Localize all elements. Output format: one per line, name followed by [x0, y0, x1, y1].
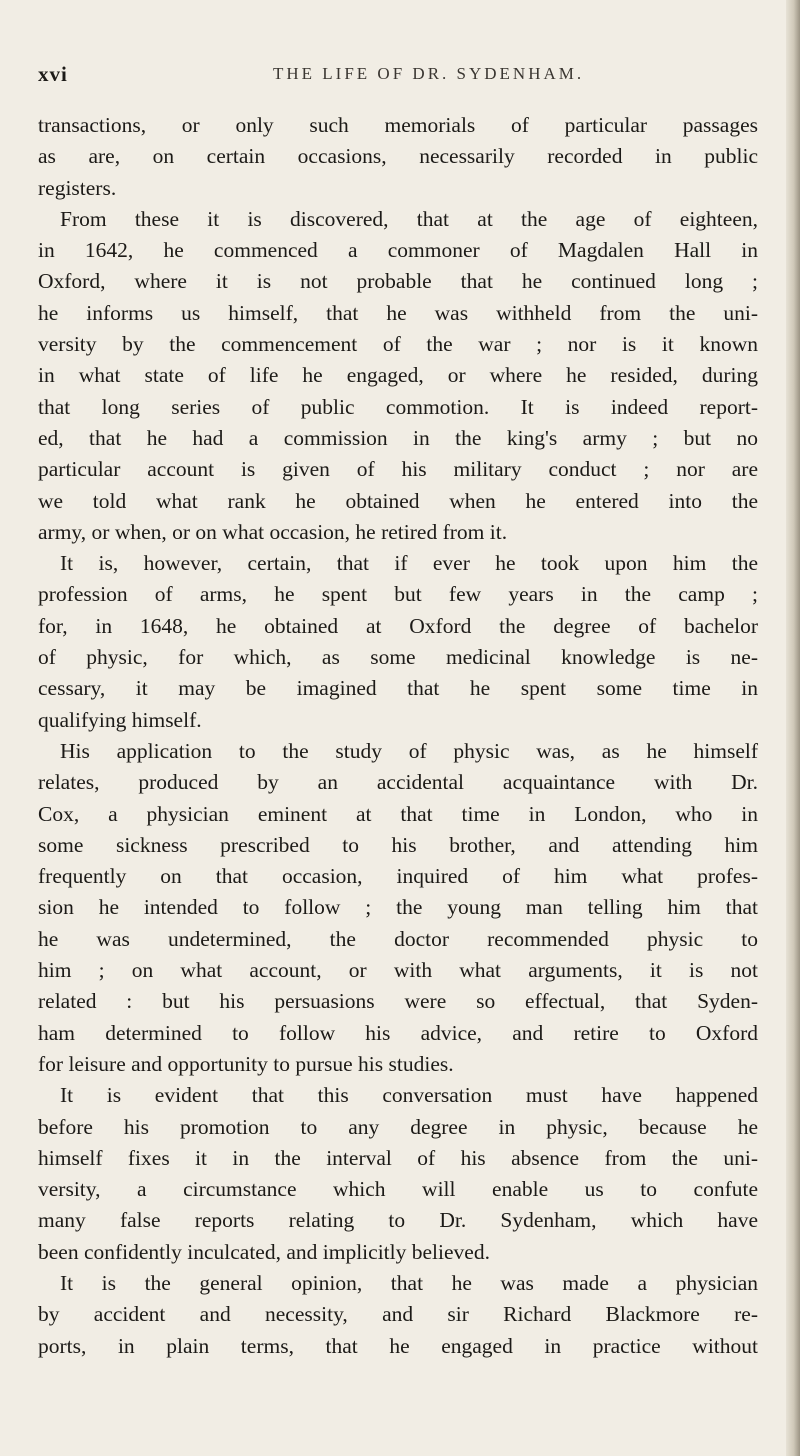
text-line: as are, on certain occasions, necessarily recorded in public	[38, 144, 758, 169]
text-line: It is the general opinion, that he was made a physician	[60, 1270, 758, 1295]
text-line: that long series of public commotion. It is indeed report-	[38, 394, 758, 419]
text-line: versity by the commencement of the war ; nor is it known	[38, 332, 758, 357]
text-line: transactions, or only such memorials of particular passages	[38, 113, 758, 137]
text-line: frequently on that occasion, inquired of him what profes-	[38, 864, 758, 889]
text-line: registers.	[38, 175, 117, 200]
running-head	[38, 62, 758, 92]
text-line: sion he intended to follow ; the young man telling him that	[38, 895, 758, 920]
text-line: for leisure and opportunity to pursue his studies.	[38, 1051, 454, 1076]
text-line: some sickness prescribed to his brother, and attending him	[38, 832, 758, 857]
text-line: ed, that he had a commission in the king's army ; but no	[38, 425, 758, 450]
text-line: particular account is given of his military conduct ; nor are	[38, 457, 758, 482]
text-line: qualifying himself.	[38, 707, 202, 732]
text-line: ports, in plain terms, that he engaged in practice without	[38, 1333, 758, 1358]
page-number: xvi	[38, 62, 68, 86]
page-edge-shadow	[786, 0, 800, 1456]
text-line: for, in 1648, he obtained at Oxford the degree of bachelor	[38, 613, 758, 638]
text-line: in 1642, he commenced a commoner of Magdalen Hall in	[38, 238, 758, 263]
text-line: related : but his persuasions were so effectual, that Syden-	[38, 989, 758, 1014]
body-text	[38, 110, 758, 1362]
text-line: ham determined to follow his advice, and retire to Oxford	[38, 1020, 758, 1045]
text-line: It is evident that this conversation must have happened	[60, 1083, 758, 1108]
text-line: cessary, it may be imagined that he spent some time in	[38, 676, 758, 701]
text-line: we told what rank he obtained when he entered into the	[38, 488, 758, 513]
text-line: army, or when, or on what occasion, he retired from it.	[38, 519, 508, 544]
text-line: himself fixes it in the interval of his absence from the uni-	[38, 1145, 758, 1170]
running-title: THE LIFE OF DR. SYDENHAM.	[273, 64, 585, 83]
text-line: by accident and necessity, and sir Richard Blackmore re-	[38, 1302, 758, 1327]
text-line: of physic, for which, as some medicinal knowledge is ne-	[38, 645, 758, 670]
text-line: relates, produced by an accidental acquaintance with Dr.	[38, 770, 758, 795]
text-line: before his promotion to any degree in physic, because he	[38, 1114, 758, 1139]
text-line: many false reports relating to Dr. Sydenham, which have	[38, 1208, 758, 1233]
text-line: profession of arms, he spent but few years in the camp ;	[38, 582, 758, 607]
text-line: Cox, a physician eminent at that time in London, who in	[38, 801, 758, 826]
text-line: he was undetermined, the doctor recommended physic to	[38, 926, 758, 951]
text-line: been confidently inculcated, and implicitly believed.	[38, 1239, 490, 1264]
text-line: From these it is discovered, that at the age of eighteen,	[60, 206, 758, 231]
text-line: him ; on what account, or with what arguments, it is not	[38, 958, 758, 983]
text-line: Oxford, where it is not probable that he continued long ;	[38, 269, 758, 294]
text-line: His application to the study of physic was, as he himself	[60, 738, 758, 763]
text-line: versity, a circumstance which will enable us to confute	[38, 1177, 758, 1202]
text-line: It is, however, certain, that if ever he took upon him the	[60, 551, 758, 576]
text-line: in what state of life he engaged, or where he resided, during	[38, 363, 758, 388]
text-line: he informs us himself, that he was withheld from the uni-	[38, 300, 758, 325]
